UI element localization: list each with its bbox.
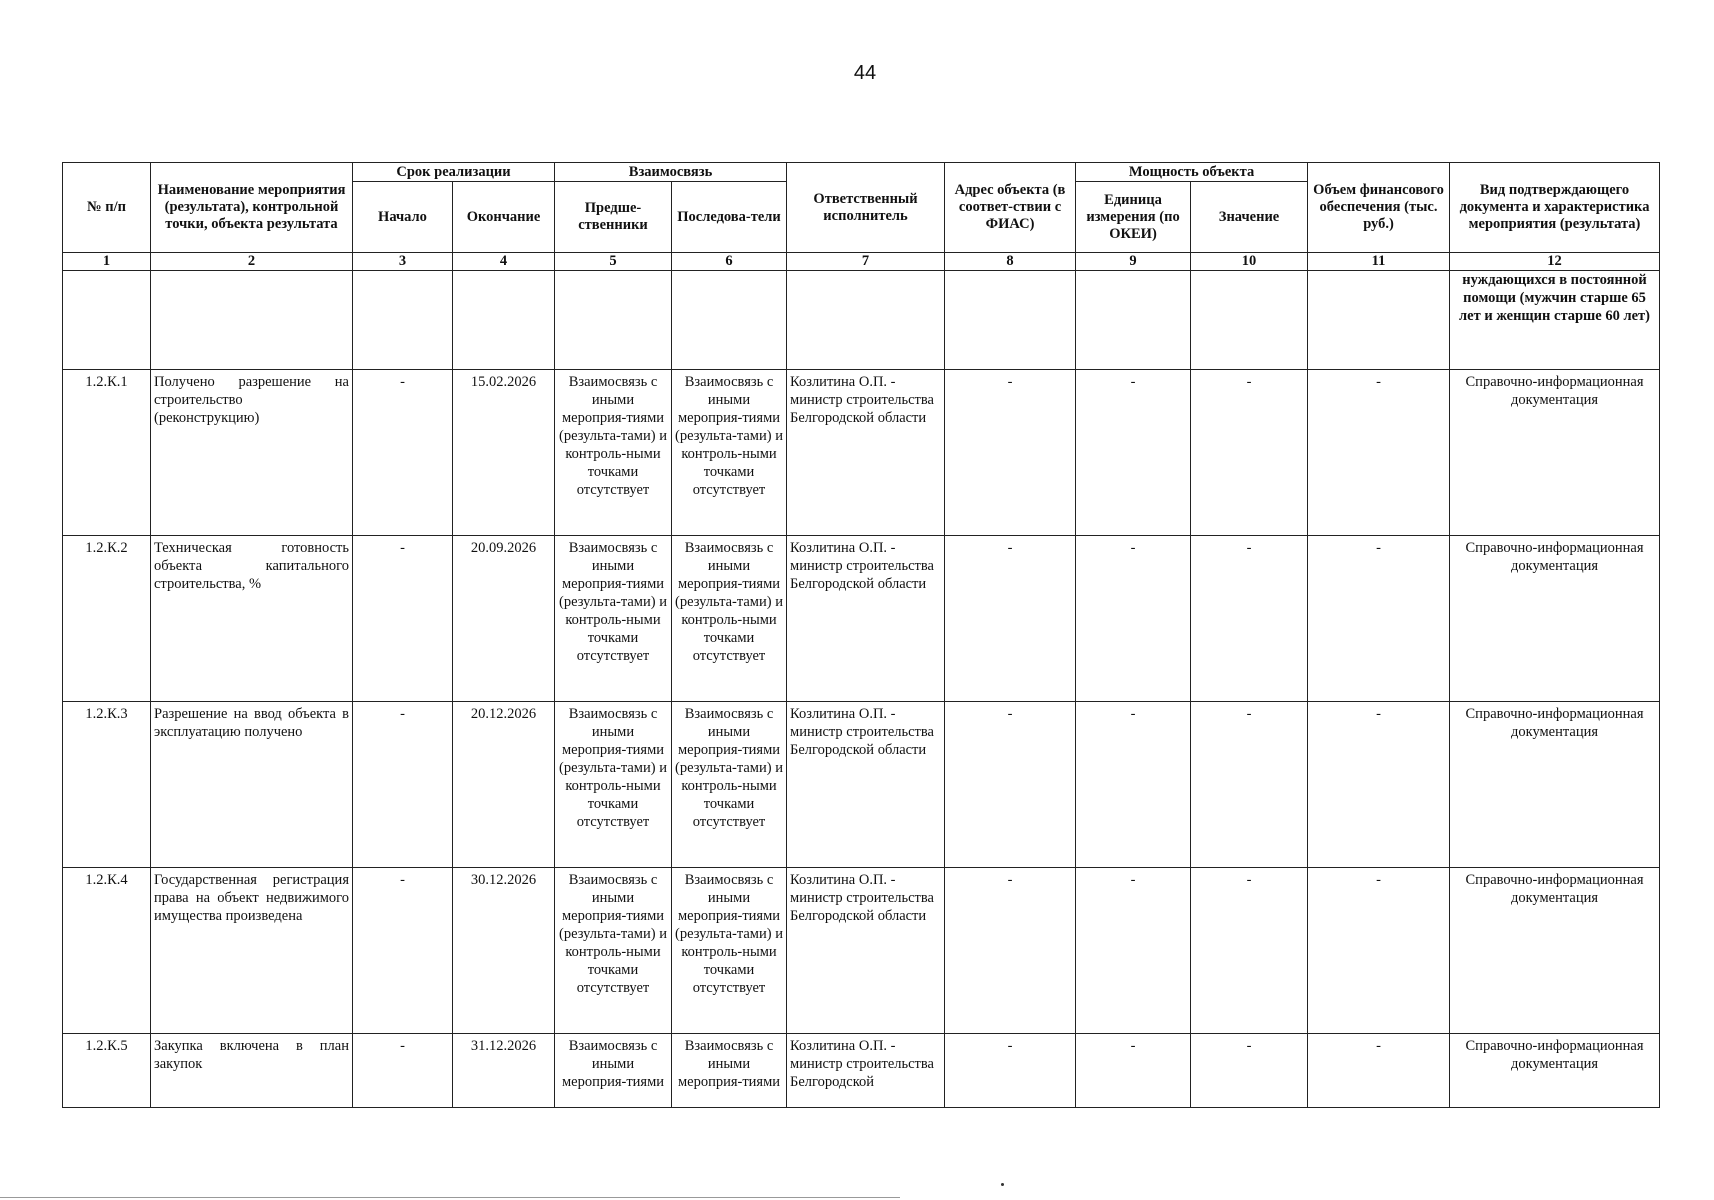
row-name: Закупка включена в план закупок	[151, 1034, 353, 1108]
table-row	[63, 868, 1660, 1034]
column-number: 6	[672, 253, 787, 271]
row-doc-type: Справочно-информационная документация	[1450, 868, 1660, 1034]
row-address: -	[945, 702, 1076, 868]
scan-edge-line	[0, 1197, 900, 1198]
column-number: 1	[63, 253, 151, 271]
row-unit: -	[1076, 536, 1191, 702]
row-successors: Взаимосвязь с иными мероприя-тиями (результа-тами) и контроль-ными точками отсутствует	[672, 702, 787, 868]
row-unit: -	[1076, 702, 1191, 868]
row-number: 1.2.К.5	[63, 1034, 151, 1108]
row-unit: -	[1076, 370, 1191, 536]
row-predecessors: Взаимосвязь с иными мероприя-тиями (результа-тами) и контроль-ными точками отсутствует	[555, 702, 672, 868]
row-start: -	[353, 536, 453, 702]
row-name: Техническая готовность объекта капитального строительства, %	[151, 536, 353, 702]
row-doc-type: Справочно-информационная документация	[1450, 702, 1660, 868]
row-doc-type: Справочно-информационная документация	[1450, 1034, 1660, 1108]
row-value: -	[1191, 868, 1308, 1034]
col-header-end: Окончание	[453, 182, 555, 253]
row-finance: -	[1308, 536, 1450, 702]
row-finance: -	[1308, 370, 1450, 536]
plan-table	[62, 162, 1660, 1108]
row-end: 20.12.2026	[453, 702, 555, 868]
row-predecessors: Взаимосвязь с иными мероприя-тиями (результа-тами) и контроль-ными точками отсутствует	[555, 536, 672, 702]
row-responsible: Козлитина О.П. - министр строительства Белгородской	[787, 1034, 945, 1108]
col-header-start: Начало	[353, 182, 453, 253]
row-address: -	[945, 868, 1076, 1034]
row-start: -	[353, 1034, 453, 1108]
row-responsible: Козлитина О.П. - министр строительства Белгородской области	[787, 702, 945, 868]
row-successors: Взаимосвязь с иными мероприя-тиями (результа-тами) и контроль-ными точками отсутствует	[672, 868, 787, 1034]
row-successors: Взаимосвязь с иными мероприя-тиями	[672, 1034, 787, 1108]
col-header-next: Последова-тели	[672, 182, 787, 253]
row-value: -	[1191, 370, 1308, 536]
page-number: 44	[853, 62, 877, 84]
row-start: -	[353, 370, 453, 536]
row-number: 1.2.К.4	[63, 868, 151, 1034]
column-number: 2	[151, 253, 353, 271]
col-header-unit: Единица измерения (по ОКЕИ)	[1076, 182, 1191, 253]
column-number: 10	[1191, 253, 1308, 271]
row-value: -	[1191, 702, 1308, 868]
column-number: 12	[1450, 253, 1660, 271]
col-header-address: Адрес объекта (в соответ-ствии с ФИАС)	[945, 163, 1076, 253]
column-number: 5	[555, 253, 672, 271]
row-predecessors: Взаимосвязь с иными мероприя-тиями (результа-тами) и контроль-ными точками отсутствует	[555, 868, 672, 1034]
row-successors: Взаимосвязь с иными мероприя-тиями (результа-тами) и контроль-ными точками отсутствует	[672, 370, 787, 536]
row-number: 1.2.К.3	[63, 702, 151, 868]
col-header-finance: Объем финансового обеспечения (тыс. руб.)	[1308, 163, 1450, 253]
row-name: Получено разрешение на строительство (реконструкцию)	[151, 370, 353, 536]
column-number: 11	[1308, 253, 1450, 271]
continuation-note: нуждающихся в постоянной помощи (мужчин старше 65 лет и женщин старше 60 лет)	[1450, 271, 1660, 370]
row-number: 1.2.К.1	[63, 370, 151, 536]
col-header-value: Значение	[1191, 182, 1308, 253]
row-number: 1.2.К.2	[63, 536, 151, 702]
row-end: 30.12.2026	[453, 868, 555, 1034]
row-doc-type: Справочно-информационная документация	[1450, 370, 1660, 536]
row-predecessors: Взаимосвязь с иными мероприя-тиями (результа-тами) и контроль-ными точками отсутствует	[555, 370, 672, 536]
table-row	[63, 1034, 1660, 1108]
column-number: 8	[945, 253, 1076, 271]
row-end: 15.02.2026	[453, 370, 555, 536]
col-group-term: Срок реализации	[353, 163, 555, 182]
col-header-doc-type: Вид подтверждающего документа и характеристика мероприятия (результата)	[1450, 163, 1660, 253]
table-row	[63, 370, 1660, 536]
row-finance: -	[1308, 1034, 1450, 1108]
col-header-responsible: Ответственный исполнитель	[787, 163, 945, 253]
row-address: -	[945, 536, 1076, 702]
row-value: -	[1191, 1034, 1308, 1108]
row-unit: -	[1076, 1034, 1191, 1108]
row-successors: Взаимосвязь с иными мероприя-тиями (результа-тами) и контроль-ными точками отсутствует	[672, 536, 787, 702]
col-group-capacity: Мощность объекта	[1076, 163, 1308, 182]
row-end: 20.09.2026	[453, 536, 555, 702]
row-doc-type: Справочно-информационная документация	[1450, 536, 1660, 702]
scan-speck	[1001, 1183, 1004, 1186]
row-start: -	[353, 868, 453, 1034]
row-address: -	[945, 370, 1076, 536]
column-number: 9	[1076, 253, 1191, 271]
col-header-prev: Предше-ственники	[555, 182, 672, 253]
col-header-num: № п/п	[63, 163, 151, 253]
col-group-link: Взаимосвязь	[555, 163, 787, 182]
row-responsible: Козлитина О.П. - министр строительства Белгородской области	[787, 868, 945, 1034]
row-name: Государственная регистрация права на объект недвижимого имущества произведена	[151, 868, 353, 1034]
column-number: 3	[353, 253, 453, 271]
column-number: 7	[787, 253, 945, 271]
row-start: -	[353, 702, 453, 868]
row-value: -	[1191, 536, 1308, 702]
row-unit: -	[1076, 868, 1191, 1034]
row-predecessors: Взаимосвязь с иными мероприя-тиями	[555, 1034, 672, 1108]
row-finance: -	[1308, 868, 1450, 1034]
col-header-name: Наименование мероприятия (результата), контрольной точки, объекта результата	[151, 163, 353, 253]
row-finance: -	[1308, 702, 1450, 868]
column-number-row	[63, 253, 1660, 271]
row-name: Разрешение на ввод объекта в эксплуатацию получено	[151, 702, 353, 868]
column-number: 4	[453, 253, 555, 271]
row-address: -	[945, 1034, 1076, 1108]
row-responsible: Козлитина О.П. - министр строительства Белгородской области	[787, 370, 945, 536]
continuation-row	[63, 271, 1660, 370]
table-row	[63, 536, 1660, 702]
row-end: 31.12.2026	[453, 1034, 555, 1108]
row-responsible: Козлитина О.П. - министр строительства Белгородской области	[787, 536, 945, 702]
table-row	[63, 702, 1660, 868]
